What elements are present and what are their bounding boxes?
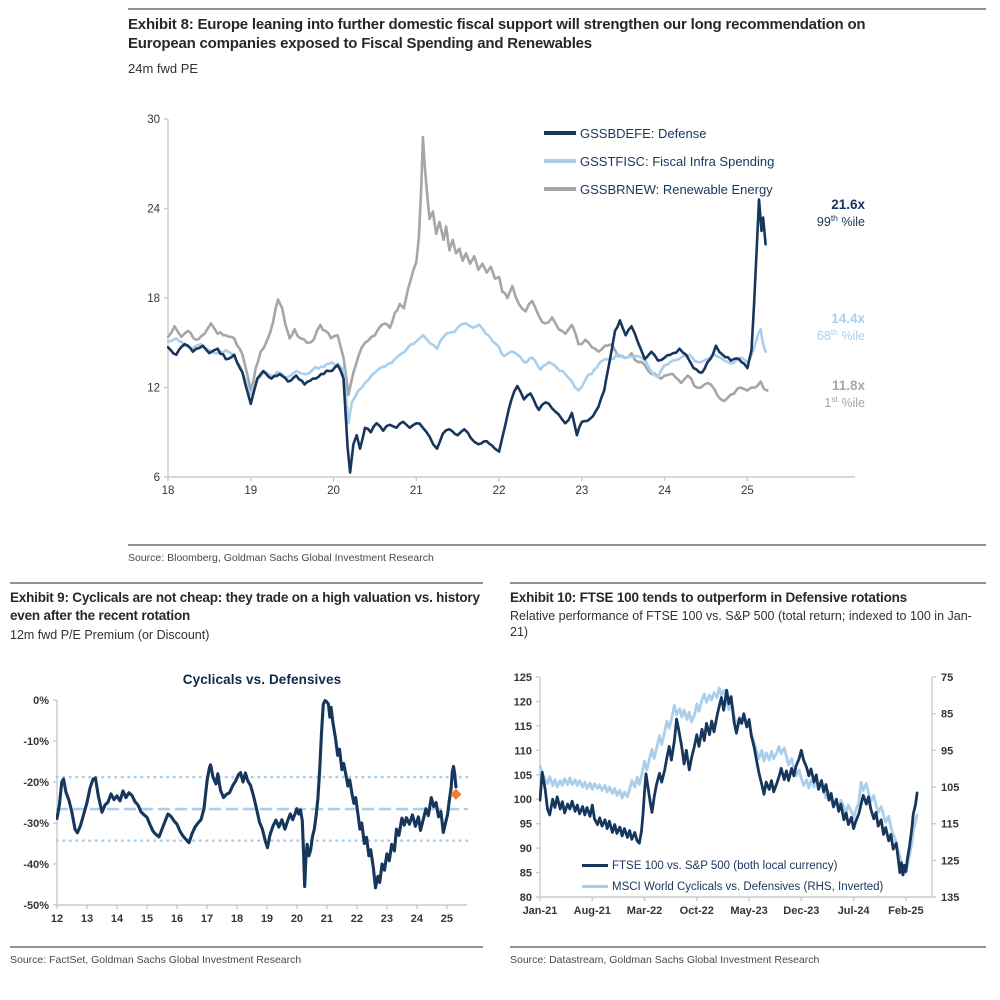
legend-label: GSSTFISC: Fiscal Infra Spending bbox=[580, 153, 775, 169]
series-group bbox=[540, 688, 917, 875]
y-tick-label: 6 bbox=[153, 472, 160, 484]
y-tick-label: 105 bbox=[513, 769, 532, 782]
exhibit9-title: Exhibit 9: Cyclicals are not cheap: they trade on a high valuation vs. history even after the recent rotation bbox=[10, 590, 480, 623]
legend-swatch-line bbox=[544, 187, 576, 190]
exhibit9-chart bbox=[10, 660, 495, 940]
x-tick-label: 22 bbox=[492, 485, 506, 497]
x-tick-label: 19 bbox=[260, 913, 274, 925]
percentile-annotation bbox=[753, 378, 865, 411]
x-tick-label: Dec-23 bbox=[783, 905, 820, 917]
x-tick-label: 13 bbox=[80, 913, 94, 925]
x-tick-label: 23 bbox=[575, 485, 589, 497]
annotation-value: 14.4x bbox=[831, 311, 865, 326]
x-tick-label: Aug-21 bbox=[573, 905, 611, 917]
x-tick-label: Oct-22 bbox=[679, 905, 714, 917]
legend-item bbox=[544, 119, 774, 147]
y-tick-label: 30 bbox=[147, 114, 160, 126]
y-tick-label: -10% bbox=[23, 736, 49, 748]
exhibit9-subtitle: 12m fwd P/E Premium (or Discount) bbox=[10, 628, 210, 642]
right-y-tick-label: 95 bbox=[941, 745, 954, 758]
y-tick-label: -50% bbox=[23, 900, 49, 912]
legend-item bbox=[544, 147, 774, 175]
percentile-annotation bbox=[753, 311, 865, 344]
legend-label: GSSBDEFE: Defense bbox=[580, 125, 707, 141]
right-y-tick-label: 105 bbox=[941, 782, 960, 794]
series-line-0 bbox=[540, 688, 917, 874]
series-line-1 bbox=[168, 323, 766, 423]
legend-item bbox=[544, 175, 774, 203]
exhibit10-title: Exhibit 10: FTSE 100 tends to outperform in Defensive rotations bbox=[510, 590, 907, 605]
y-tick-label: 90 bbox=[519, 843, 532, 856]
exhibit10-subtitle: Relative performance of FTSE 100 vs. S&P 500 (total return; indexed to 100 in Jan-21) bbox=[510, 609, 972, 639]
x-tick-label: 20 bbox=[290, 913, 304, 925]
right-y-tick-label: 135 bbox=[941, 892, 960, 904]
y-tick-label: -30% bbox=[23, 818, 49, 830]
y-tick-label: 110 bbox=[514, 745, 532, 758]
exhibit9-chart-title: Cyclicals vs. Defensives bbox=[182, 672, 342, 687]
annotation-value: 11.8x bbox=[831, 378, 865, 393]
legend-label: GSSBRNEW: Renewable Energy bbox=[580, 181, 773, 197]
divider-exhibit10-top bbox=[510, 582, 986, 584]
y-tick-label: 95 bbox=[519, 818, 532, 831]
x-tick-label: Mar-22 bbox=[626, 905, 663, 917]
y-tick-label: 0% bbox=[33, 695, 49, 707]
x-tick-label: 18 bbox=[161, 485, 175, 497]
x-tick-label: 15 bbox=[140, 913, 154, 925]
right-y-tick-label: 75 bbox=[941, 672, 954, 684]
exhibit8-subtitle: 24m fwd PE bbox=[128, 61, 199, 76]
right-y-tick-label: 85 bbox=[941, 708, 954, 721]
legend-swatch-line bbox=[582, 864, 608, 867]
annotation-value: 21.6x bbox=[831, 197, 865, 212]
y-tick-label: 120 bbox=[513, 696, 532, 709]
exhibit8-legend bbox=[544, 119, 774, 203]
x-tick-label: Feb-25 bbox=[888, 905, 924, 917]
legend-swatch-line bbox=[582, 885, 608, 888]
legend-item bbox=[582, 876, 883, 897]
annotation-percentile: 1st %ile bbox=[824, 393, 865, 410]
annotation-percentile: 99th %ile bbox=[816, 212, 865, 229]
divider-exhibit8-source bbox=[128, 544, 986, 546]
exhibit8-source: Source: Bloomberg, Goldman Sachs Global Investment Research bbox=[128, 552, 434, 564]
x-tick-label: 21 bbox=[320, 913, 334, 925]
x-tick-label: 21 bbox=[409, 485, 423, 497]
legend-swatch-line bbox=[544, 159, 576, 162]
y-tick-label: 12 bbox=[147, 382, 160, 395]
y-tick-label: -20% bbox=[23, 777, 49, 789]
y-tick-label: 100 bbox=[513, 794, 532, 807]
x-tick-label: 14 bbox=[110, 913, 124, 925]
x-tick-label: 12 bbox=[50, 913, 64, 925]
x-tick-label: 23 bbox=[380, 913, 394, 925]
right-y-tick-label: 115 bbox=[941, 818, 959, 831]
divider-exhibit9-source bbox=[10, 946, 483, 948]
exhibit10-source: Source: Datastream, Goldman Sachs Global Investment Research bbox=[510, 954, 820, 966]
series-line-2 bbox=[168, 200, 766, 473]
y-tick-label: 125 bbox=[513, 672, 532, 684]
x-tick-label: 24 bbox=[658, 485, 672, 497]
divider-exhibit9-top bbox=[10, 582, 483, 584]
x-tick-label: 17 bbox=[200, 913, 214, 925]
legend-label: FTSE 100 vs. S&P 500 (both local currency) bbox=[612, 859, 838, 872]
y-tick-label: 18 bbox=[147, 293, 160, 305]
x-tick-label: Jan-21 bbox=[522, 905, 558, 917]
y-tick-label: 80 bbox=[519, 892, 532, 904]
divider-top bbox=[128, 8, 986, 10]
percentile-annotation bbox=[753, 197, 865, 230]
exhibit8-title: Exhibit 8: Europe leaning into further domestic fiscal support will strengthen our long recommendation on European companies exposed to Fiscal Spending and Renewables bbox=[128, 16, 866, 52]
x-tick-label: 22 bbox=[350, 913, 364, 925]
divider-exhibit10-source bbox=[510, 946, 986, 948]
y-tick-label: -40% bbox=[23, 859, 49, 871]
series-line-0 bbox=[57, 701, 456, 888]
x-tick-label: Jul-24 bbox=[837, 905, 870, 917]
annotation-percentile: 68th %ile bbox=[816, 326, 865, 343]
x-tick-label: May-23 bbox=[730, 905, 768, 917]
series-group bbox=[57, 701, 456, 888]
exhibit10-chart bbox=[500, 660, 996, 940]
x-tick-label: 25 bbox=[740, 485, 754, 497]
exhibit10-legend bbox=[582, 855, 883, 897]
y-tick-label: 115 bbox=[514, 720, 532, 733]
exhibit9-source: Source: FactSet, Goldman Sachs Global Investment Research bbox=[10, 954, 302, 966]
x-tick-label: 19 bbox=[244, 485, 258, 497]
x-tick-label: 18 bbox=[230, 913, 244, 925]
legend-item bbox=[582, 855, 883, 876]
legend-swatch-line bbox=[544, 131, 576, 134]
x-tick-label: 16 bbox=[170, 913, 184, 925]
legend-label: MSCI World Cyclicals vs. Defensives (RHS, Inverted) bbox=[612, 880, 884, 893]
right-y-tick-label: 125 bbox=[941, 855, 960, 868]
x-tick-label: 25 bbox=[440, 913, 454, 925]
y-tick-label: 24 bbox=[147, 203, 160, 216]
x-tick-label: 20 bbox=[327, 485, 340, 497]
y-tick-label: 85 bbox=[519, 867, 532, 880]
x-tick-label: 24 bbox=[410, 913, 424, 925]
